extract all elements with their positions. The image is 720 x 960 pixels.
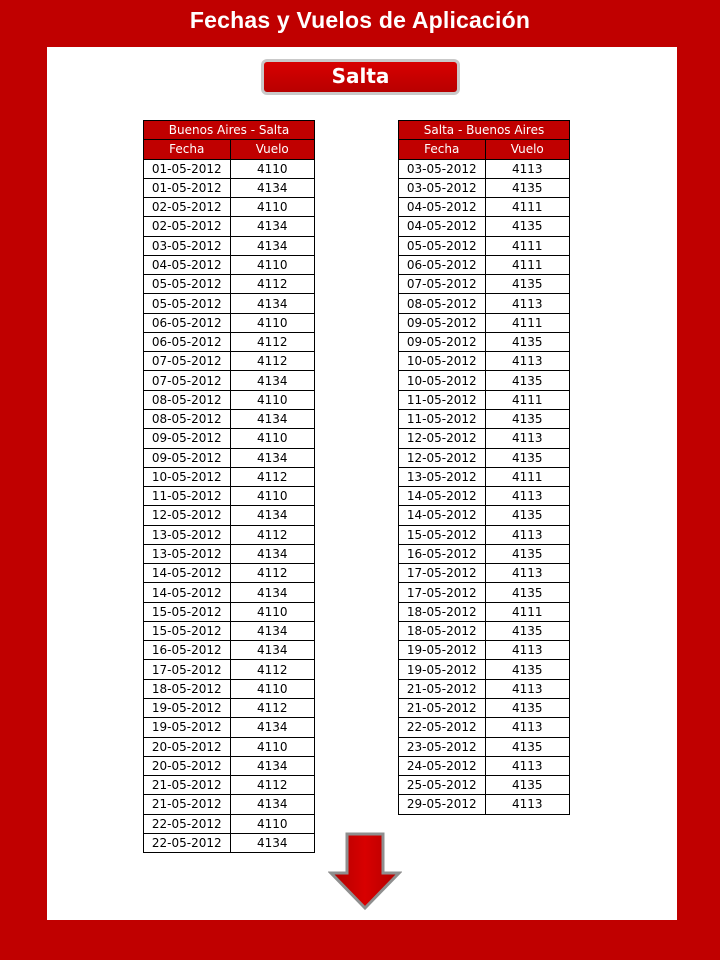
fecha-cell: 01-05-2012 [144, 159, 231, 178]
table-row [144, 178, 315, 197]
fecha-cell: 19-05-2012 [399, 641, 486, 660]
table-row [144, 448, 315, 467]
table-row [144, 602, 315, 621]
vuelo-cell: 4111 [485, 390, 569, 409]
vuelo-cell: 4134 [230, 236, 314, 255]
vuelo-cell: 4134 [230, 178, 314, 197]
fecha-cell: 19-05-2012 [144, 718, 231, 737]
table-row [399, 583, 570, 602]
table-row [144, 814, 315, 833]
fecha-cell: 04-05-2012 [399, 217, 486, 236]
fecha-cell: 13-05-2012 [144, 544, 231, 563]
fecha-cell: 16-05-2012 [399, 544, 486, 563]
table-row [399, 255, 570, 274]
vuelo-cell: 4113 [485, 679, 569, 698]
fecha-cell: 29-05-2012 [399, 795, 486, 814]
table-row [399, 679, 570, 698]
fecha-cell: 15-05-2012 [144, 621, 231, 640]
vuelo-cell: 4134 [230, 409, 314, 428]
table-row [399, 641, 570, 660]
fecha-cell: 06-05-2012 [144, 313, 231, 332]
table-row [144, 776, 315, 795]
vuelo-cell: 4113 [485, 352, 569, 371]
fecha-cell: 22-05-2012 [144, 833, 231, 852]
table-row [144, 217, 315, 236]
vuelo-cell: 4112 [230, 776, 314, 795]
vuelo-cell: 4112 [230, 698, 314, 717]
table-row [399, 795, 570, 814]
table-row [399, 294, 570, 313]
column-header-fecha: Fecha [399, 140, 486, 159]
vuelo-cell: 4135 [485, 448, 569, 467]
vuelo-cell: 4135 [485, 583, 569, 602]
fecha-cell: 25-05-2012 [399, 776, 486, 795]
table-row [144, 583, 315, 602]
fecha-cell: 09-05-2012 [399, 313, 486, 332]
vuelo-cell: 4134 [230, 294, 314, 313]
table-row [144, 275, 315, 294]
fecha-cell: 20-05-2012 [144, 737, 231, 756]
vuelo-cell: 4111 [485, 467, 569, 486]
fecha-cell: 07-05-2012 [144, 352, 231, 371]
vuelo-cell: 4135 [485, 544, 569, 563]
table-row [399, 429, 570, 448]
fecha-cell: 11-05-2012 [144, 487, 231, 506]
fecha-cell: 15-05-2012 [399, 525, 486, 544]
fecha-cell: 04-05-2012 [144, 255, 231, 274]
fecha-cell: 09-05-2012 [144, 429, 231, 448]
fecha-cell: 07-05-2012 [399, 275, 486, 294]
table-row [144, 506, 315, 525]
table-row [144, 525, 315, 544]
vuelo-cell: 4110 [230, 429, 314, 448]
table-row [399, 698, 570, 717]
arrow-down-icon[interactable] [328, 831, 402, 911]
vuelo-cell: 4134 [230, 641, 314, 660]
table-row [144, 718, 315, 737]
vuelo-cell: 4134 [230, 371, 314, 390]
vuelo-cell: 4110 [230, 487, 314, 506]
table-row [144, 564, 315, 583]
column-header-vuelo: Vuelo [485, 140, 569, 159]
fecha-cell: 06-05-2012 [399, 255, 486, 274]
table-row [399, 660, 570, 679]
table-row [144, 698, 315, 717]
table-row [399, 776, 570, 795]
vuelo-cell: 4134 [230, 506, 314, 525]
fecha-cell: 10-05-2012 [144, 467, 231, 486]
table-row [399, 332, 570, 351]
fecha-cell: 05-05-2012 [144, 294, 231, 313]
table-row [399, 390, 570, 409]
vuelo-cell: 4135 [485, 178, 569, 197]
table-row [144, 660, 315, 679]
table-row [144, 159, 315, 178]
vuelo-cell: 4112 [230, 275, 314, 294]
vuelo-cell: 4135 [485, 698, 569, 717]
city-badge: Salta [261, 59, 460, 95]
table-row [144, 487, 315, 506]
vuelo-cell: 4135 [485, 409, 569, 428]
fecha-cell: 20-05-2012 [144, 756, 231, 775]
fecha-cell: 13-05-2012 [399, 467, 486, 486]
table-row [144, 371, 315, 390]
table-row [144, 255, 315, 274]
route-header: Buenos Aires - Salta [144, 121, 315, 140]
column-header-fecha: Fecha [144, 140, 231, 159]
table-row [399, 352, 570, 371]
table-row [144, 352, 315, 371]
fecha-cell: 18-05-2012 [144, 679, 231, 698]
vuelo-cell: 4112 [230, 564, 314, 583]
content-panel [47, 47, 677, 920]
table-row [399, 275, 570, 294]
fecha-cell: 17-05-2012 [144, 660, 231, 679]
vuelo-cell: 4134 [230, 621, 314, 640]
fecha-cell: 04-05-2012 [399, 198, 486, 217]
table-row [399, 718, 570, 737]
fecha-cell: 13-05-2012 [144, 525, 231, 544]
fecha-cell: 21-05-2012 [399, 679, 486, 698]
vuelo-cell: 4110 [230, 814, 314, 833]
fecha-cell: 17-05-2012 [399, 564, 486, 583]
table-row [144, 544, 315, 563]
vuelo-cell: 4110 [230, 679, 314, 698]
fecha-cell: 11-05-2012 [399, 390, 486, 409]
fecha-cell: 14-05-2012 [144, 583, 231, 602]
table-row [399, 525, 570, 544]
fecha-cell: 23-05-2012 [399, 737, 486, 756]
table-row [144, 294, 315, 313]
fecha-cell: 03-05-2012 [399, 178, 486, 197]
fecha-cell: 03-05-2012 [399, 159, 486, 178]
fecha-cell: 10-05-2012 [399, 352, 486, 371]
vuelo-cell: 4112 [230, 660, 314, 679]
fecha-cell: 10-05-2012 [399, 371, 486, 390]
vuelo-cell: 4113 [485, 159, 569, 178]
table-row [399, 217, 570, 236]
vuelo-cell: 4110 [230, 602, 314, 621]
vuelo-cell: 4112 [230, 352, 314, 371]
vuelo-cell: 4112 [230, 525, 314, 544]
table-row [144, 198, 315, 217]
fecha-cell: 03-05-2012 [144, 236, 231, 255]
table-row [144, 756, 315, 775]
vuelo-cell: 4113 [485, 487, 569, 506]
table-row [399, 487, 570, 506]
fecha-cell: 15-05-2012 [144, 602, 231, 621]
vuelo-cell: 4111 [485, 198, 569, 217]
fecha-cell: 17-05-2012 [399, 583, 486, 602]
vuelo-cell: 4135 [485, 660, 569, 679]
table-row [144, 679, 315, 698]
table-row [399, 602, 570, 621]
table-row [144, 390, 315, 409]
vuelo-cell: 4134 [230, 544, 314, 563]
vuelo-cell: 4134 [230, 217, 314, 236]
vuelo-cell: 4111 [485, 255, 569, 274]
table-row [144, 621, 315, 640]
table-row [399, 737, 570, 756]
fecha-cell: 18-05-2012 [399, 602, 486, 621]
table-row [399, 621, 570, 640]
table-row [144, 236, 315, 255]
table-row [399, 564, 570, 583]
table-row [144, 467, 315, 486]
vuelo-cell: 4134 [230, 448, 314, 467]
vuelo-cell: 4113 [485, 564, 569, 583]
vuelo-cell: 4110 [230, 198, 314, 217]
fecha-cell: 08-05-2012 [144, 390, 231, 409]
fecha-cell: 24-05-2012 [399, 756, 486, 775]
table-row [399, 178, 570, 197]
table-row [399, 467, 570, 486]
fecha-cell: 21-05-2012 [399, 698, 486, 717]
fecha-cell: 09-05-2012 [144, 448, 231, 467]
table-row [399, 236, 570, 255]
vuelo-cell: 4112 [230, 467, 314, 486]
fecha-cell: 12-05-2012 [399, 448, 486, 467]
fecha-cell: 14-05-2012 [144, 564, 231, 583]
table-row [399, 198, 570, 217]
table-row [144, 332, 315, 351]
table-buenos-aires-salta [143, 120, 315, 853]
vuelo-cell: 4134 [230, 718, 314, 737]
vuelo-cell: 4135 [485, 217, 569, 236]
table-row [144, 795, 315, 814]
vuelo-cell: 4113 [485, 294, 569, 313]
table-row [399, 544, 570, 563]
table-row [399, 371, 570, 390]
table-row [144, 737, 315, 756]
route-header: Salta - Buenos Aires [399, 121, 570, 140]
vuelo-cell: 4134 [230, 756, 314, 775]
vuelo-cell: 4135 [485, 332, 569, 351]
fecha-cell: 12-05-2012 [399, 429, 486, 448]
fecha-cell: 08-05-2012 [144, 409, 231, 428]
fecha-cell: 09-05-2012 [399, 332, 486, 351]
fecha-cell: 06-05-2012 [144, 332, 231, 351]
vuelo-cell: 4113 [485, 718, 569, 737]
vuelo-cell: 4135 [485, 506, 569, 525]
vuelo-cell: 4135 [485, 275, 569, 294]
vuelo-cell: 4134 [230, 833, 314, 852]
vuelo-cell: 4111 [485, 602, 569, 621]
table-row [144, 409, 315, 428]
fecha-cell: 12-05-2012 [144, 506, 231, 525]
table-salta-buenos-aires [398, 120, 570, 815]
vuelo-cell: 4135 [485, 737, 569, 756]
vuelo-cell: 4113 [485, 641, 569, 660]
table-row [144, 641, 315, 660]
fecha-cell: 05-05-2012 [144, 275, 231, 294]
fecha-cell: 02-05-2012 [144, 217, 231, 236]
fecha-cell: 14-05-2012 [399, 487, 486, 506]
vuelo-cell: 4110 [230, 390, 314, 409]
vuelo-cell: 4110 [230, 159, 314, 178]
fecha-cell: 21-05-2012 [144, 776, 231, 795]
table-row [399, 506, 570, 525]
vuelo-cell: 4135 [485, 371, 569, 390]
table-row [399, 159, 570, 178]
vuelo-cell: 4135 [485, 776, 569, 795]
vuelo-cell: 4110 [230, 255, 314, 274]
page-title: Fechas y Vuelos de Aplicación [189, 7, 531, 33]
table-row [399, 313, 570, 332]
vuelo-cell: 4134 [230, 583, 314, 602]
vuelo-cell: 4135 [485, 621, 569, 640]
vuelo-cell: 4113 [485, 756, 569, 775]
fecha-cell: 21-05-2012 [144, 795, 231, 814]
vuelo-cell: 4113 [485, 525, 569, 544]
fecha-cell: 08-05-2012 [399, 294, 486, 313]
table-row [144, 313, 315, 332]
fecha-cell: 19-05-2012 [144, 698, 231, 717]
vuelo-cell: 4110 [230, 737, 314, 756]
vuelo-cell: 4113 [485, 429, 569, 448]
vuelo-cell: 4134 [230, 795, 314, 814]
fecha-cell: 01-05-2012 [144, 178, 231, 197]
column-header-vuelo: Vuelo [230, 140, 314, 159]
table-row [399, 756, 570, 775]
fecha-cell: 19-05-2012 [399, 660, 486, 679]
fecha-cell: 02-05-2012 [144, 198, 231, 217]
fecha-cell: 05-05-2012 [399, 236, 486, 255]
table-row [144, 833, 315, 852]
table-row [399, 409, 570, 428]
fecha-cell: 22-05-2012 [144, 814, 231, 833]
vuelo-cell: 4111 [485, 236, 569, 255]
fecha-cell: 18-05-2012 [399, 621, 486, 640]
fecha-cell: 11-05-2012 [399, 409, 486, 428]
vuelo-cell: 4112 [230, 332, 314, 351]
fecha-cell: 14-05-2012 [399, 506, 486, 525]
vuelo-cell: 4111 [485, 313, 569, 332]
fecha-cell: 16-05-2012 [144, 641, 231, 660]
table-row [399, 448, 570, 467]
vuelo-cell: 4113 [485, 795, 569, 814]
vuelo-cell: 4110 [230, 313, 314, 332]
fecha-cell: 22-05-2012 [399, 718, 486, 737]
fecha-cell: 07-05-2012 [144, 371, 231, 390]
table-row [144, 429, 315, 448]
